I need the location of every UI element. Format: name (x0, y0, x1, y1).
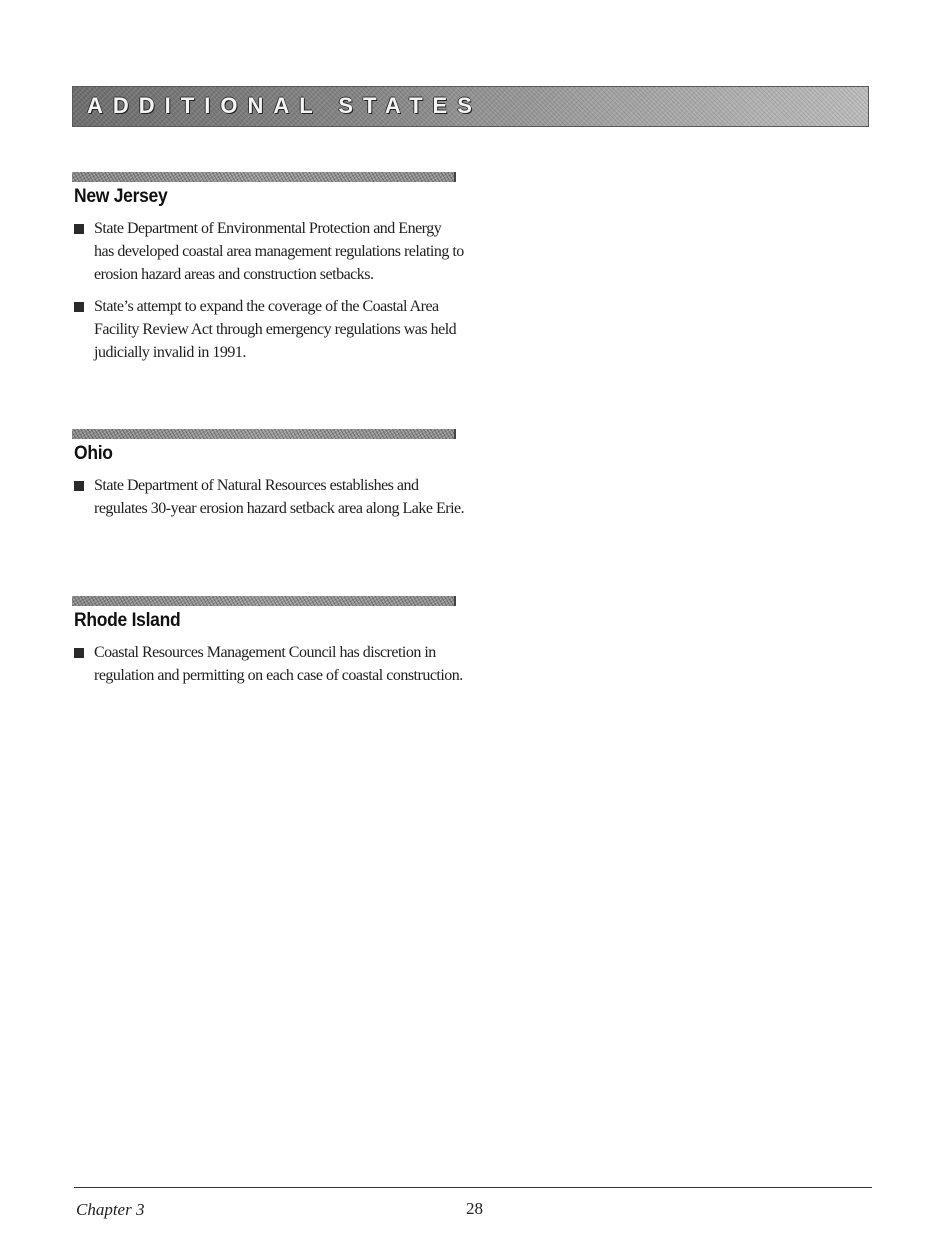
section-ohio (72, 429, 472, 529)
list-item (72, 474, 469, 520)
section-rhode-island (72, 596, 472, 696)
bullet-text: Coastal Resources Management Council has discretion in regulation and permitting on each case of coastal construction. (94, 644, 463, 684)
footer-chapter-label: Chapter 3 (76, 1200, 145, 1219)
section-divider-bar (72, 429, 456, 439)
section-divider-bar (72, 172, 456, 182)
bullet-text: State Department of Environmental Protection and Energy has developed coastal area management regulations relating to erosion hazard areas and construction setbacks. (94, 220, 464, 283)
bullet-text: State Department of Natural Resources establishes and regulates 30-year erosion hazard setback area along Lake Erie. (94, 477, 465, 517)
page-number: 28 (466, 1199, 483, 1218)
list-item (72, 217, 464, 286)
bullet-list (72, 641, 472, 687)
bullet-list (72, 474, 472, 520)
list-item (72, 641, 472, 687)
chapter-banner (72, 86, 869, 127)
section-new-jersey (72, 172, 472, 373)
footer-rule (74, 1187, 872, 1188)
square-bullet-icon (74, 302, 84, 312)
square-bullet-icon (74, 648, 84, 658)
bullet-list (72, 217, 472, 364)
square-bullet-icon (74, 481, 84, 491)
section-heading: Ohio (74, 443, 113, 464)
bullet-text: State’s attempt to expand the coverage of the Coastal Area Facility Review Act through emergency regulations was held judicially invalid in 1991. (94, 298, 457, 361)
list-item (72, 295, 464, 364)
section-divider-bar (72, 596, 456, 606)
square-bullet-icon (74, 224, 84, 234)
section-heading: New Jersey (74, 186, 168, 207)
section-heading: Rhode Island (74, 610, 181, 631)
banner-title: ADDITIONAL STATES (87, 93, 482, 118)
